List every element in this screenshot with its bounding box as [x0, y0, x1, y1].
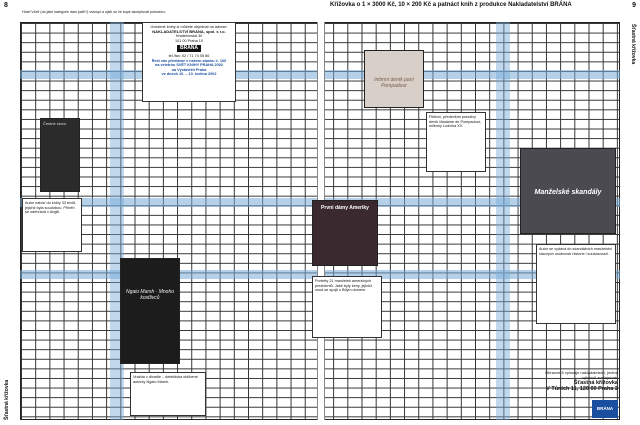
sidebar-right-label: Šťastná křížovka — [630, 24, 636, 65]
entry-title: Šťastná křížovka — [573, 380, 618, 386]
cover-title: Ngaio Marsh · Mnoho kostlivců — [125, 289, 175, 301]
book-cover-5 — [120, 258, 180, 364]
promo-intro: Uvedené knihy si můžete objednat na adrese: — [150, 25, 228, 29]
cover-title: Intimní deník paní Pompadour — [374, 77, 414, 89]
promo-offer-2: na veletrhu SVĚT KNIHY PRAHA 2002 — [155, 63, 223, 68]
book-cover-2 — [364, 50, 424, 108]
promo-offer-3: na Výstavišti Praha — [171, 67, 207, 72]
sidebar-left-label: Šťastná křížovka — [4, 379, 10, 420]
cover-title: Manželské skandály — [534, 189, 602, 196]
book-description-3: Portréty 21 manželek amerických prezidentů. Jaké byly ženy, jejichž osud se spojil s Bílým domem. — [312, 276, 382, 338]
book-cover-3 — [312, 200, 378, 266]
promo-company: NAKLADATELSTVÍ BRÁNA, spol. s r.o. — [152, 28, 226, 34]
promo-offer-4: ve dnech 10. – 13. května 2002 — [161, 72, 217, 77]
book-description-2: Fiktivní, především pravdivý deník Madame de Pompadour, milenky Ludvíka XV. — [426, 112, 486, 172]
entry-note: Obrazce-5 vylosuje nakladatelství, jména výherců zveřejníme. — [545, 370, 618, 380]
book-description-4: Autor se vydává do skandálních manželství slavných osobností historie i současnosti. — [536, 244, 616, 324]
promo-address-1: Hradešínská 30 — [175, 34, 203, 39]
cover-title: První dámy Ameriky — [321, 205, 369, 211]
book-description-5: Vražda v divadle – detektivka oblíbené autorky Ngaio Marsh. — [130, 372, 206, 416]
solution-column-band — [496, 22, 510, 420]
book-description-1: Autor nabízí do knihy 33 textů, jejichž byla soudobou. Příběh se odehrává v Anglii. — [22, 198, 82, 252]
header — [0, 0, 640, 18]
publisher-promo — [142, 22, 236, 102]
brana-logo: BRÁNA — [177, 45, 201, 52]
promo-contact: tel./fax: 02 / 71 74 05 86 — [168, 53, 210, 58]
cover-title: Čestné slovo — [43, 121, 67, 126]
page-number-right: 9 — [632, 2, 636, 9]
brana-footer-logo: BRÁNA — [592, 400, 618, 418]
book-cover-4 — [520, 148, 616, 234]
promo-offer-1: Řeší vás přivítáme v našem stánku č. 100 — [151, 58, 227, 63]
page-number-left: 8 — [4, 2, 8, 9]
puzzle-hint: Hotel Včelí (do jaké kategorie dam patří?) vstoupí a ujistí se že kupé akceptovat polonézu. — [22, 10, 166, 14]
page-title: Křížovka o 1 × 3000 Kč, 10 × 200 Kč a patnáct knih z produkce Nakladatelství BRÁNA — [330, 2, 572, 8]
entry-address: V Tůních 11, 120 00 Praha 2 — [546, 386, 618, 392]
promo-address-2: 101 00 Praha 10 — [174, 38, 204, 43]
book-cover-1 — [40, 118, 80, 192]
